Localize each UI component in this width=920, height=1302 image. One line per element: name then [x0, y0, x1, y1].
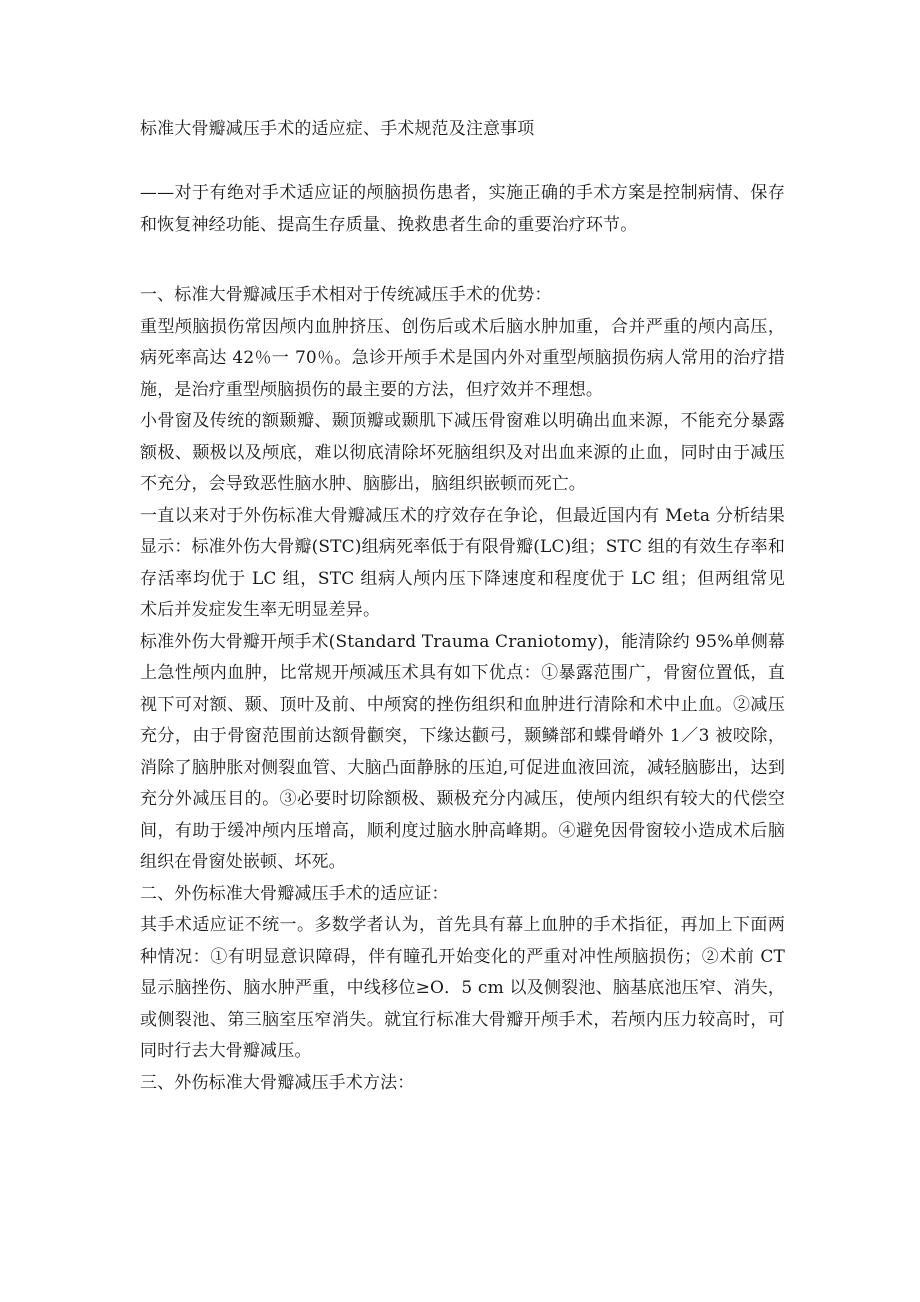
body-paragraph: 一直以来对于外伤标准大骨瓣减压术的疗效存在争论，但最近国内有 Meta 分析结果显示：标准外伤大骨瓣(STC)组病死率低于有限骨瓣(LC)组；STC 组的有效生存率和存活率均优于 LC 组，STC 组病人颅内压下降速度和程度优于 LC 组；但两组常见术后并发症发生率无明显差异。: [140, 505, 785, 620]
body-paragraph: 标准外伤大骨瓣开颅手术(Standard Trauma Craniotomy)，能清除约 95%单侧幕上急性颅内血肿，比常规开颅减压术具有如下优点：①暴露范围广，骨窗位置低，直视下可对额、颞、顶叶及前、中颅窝的挫伤组织和血肿进行清除和术中止血。②减压充分，由于骨窗范围前达额骨颧突，下缘达颧弓，颞鳞部和蝶骨嵴外 1／3 被咬除，消除了脑肿胀对侧裂血管、大脑凸面静脉的压迫,可促进血液回流，减轻脑膨出，达到充分外减压目的。③必要时切除额极、颞极充分内减压，使颅内组织有较大的代偿空间，有助于缓冲颅内压增高，顺利度过脑水肿高峰期。④避免因骨窗较小造成术后脑组织在骨窗处嵌顿、坏死。: [140, 631, 785, 872]
section-heading-1: 一、标准大骨瓣减压手术相对于传统减压手术的优势：: [140, 285, 552, 305]
section-heading-2: 二、外伤标准大骨瓣减压手术的适应证：: [140, 883, 449, 904]
body-paragraph: 重型颅脑损伤常因颅内血肿挤压、创伤后或术后脑水肿加重，合并严重的颅内高压，病死率高达 42％一 70％。急诊开颅手术是国内外对重型颅脑损伤病人常用的治疗措施，是治疗重型颅脑损伤的最主要的方法，但疗效并不理想。: [140, 316, 785, 400]
intro-paragraph: ——对于有绝对手术适应证的颅脑损伤患者，实施正确的手术方案是控制病情、保存和恢复神经功能、提高生存质量、挽救患者生命的重要治疗环节。: [140, 183, 785, 235]
body-paragraph: 小骨窗及传统的额颞瓣、颞顶瓣或颞肌下减压骨窗难以明确出血来源，不能充分暴露额极、颞极以及颅底，难以彻底清除坏死脑组织及对出血来源的止血，同时由于减压不充分，会导致恶性脑水肿、脑膨出，脑组织嵌顿而死亡。: [140, 411, 785, 494]
document-title: 标准大骨瓣减压手术的适应症、手术规范及注意事项: [140, 119, 535, 139]
document-intro: [140, 178, 785, 241]
document-body: [140, 280, 785, 1099]
body-paragraph: 其手术适应证不统一。多数学者认为，首先具有幕上血肿的手术指征，再加上下面两种情况：①有明显意识障碍，伴有瞳孔开始变化的严重对冲性颅脑损伤；②术前 CT 显示脑挫伤、脑水肿严重，中线移位≥O．5 cm 以及侧裂池、脑基底池压窄、消失，或侧裂池、第三脑室压窄消失。就宜行标准大骨瓣开颅手术，若颅内压力较高时，可同时行去大骨瓣减压。: [140, 915, 785, 1061]
section-heading-3: 三、外伤标准大骨瓣减压手术方法：: [140, 1072, 415, 1093]
